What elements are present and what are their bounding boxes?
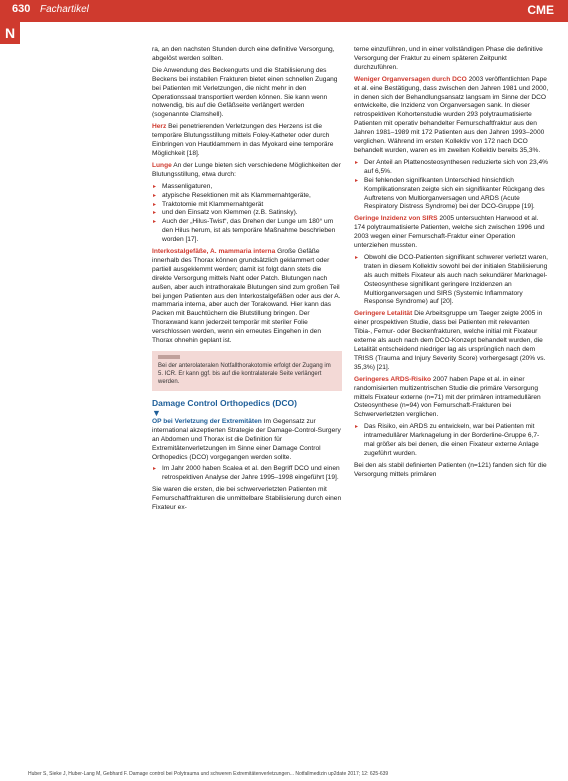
section-heading-dco: Damage Control Orthopedics (DCO)	[152, 398, 297, 408]
page-footer: Huber S, Sieke J, Huber-Lang M, Gebhard F. Damage control bei Polytrauma und schweren Extremitätenverletzungen... Notfallmedizin up2date 2017; 12: 625-639	[28, 771, 389, 777]
list-item: ▸ atypische Resektionen mit als Klammernahtgeräte,	[162, 192, 342, 201]
paragraph-ards	[354, 376, 549, 421]
paragraph-lunge	[152, 162, 342, 180]
paragraph: terne einzuführen, und in einer vollständigen Phase die definitive Versorgung der Fraktur zu einem späteren Zeitpunkt durchzuführen.	[354, 46, 543, 71]
list-item: ▸ Massenligaturen,	[162, 183, 342, 192]
cme-badge: CME	[527, 3, 554, 17]
heading-extr: OP bei Verletzung der Extremitäten	[152, 417, 262, 425]
text-ards: 2007 haben Pape et al. in einer randomisierten multizentrischen Studie die primäre Versorgung mittels Fixateur externe (n=71) mit der primären intramedullären Osteosynthese (n=94) von Femurschaft-Frakturen bei Schwerverletzten verglichen.	[354, 375, 541, 419]
list-item: ▸ Obwohl die DCO-Patienten signifikant schwerer verletzt waren, traten in diesem Kollektiv sowohl bei der initialen Stabilisierung als auch mittels Fixateur als auch nach sekundärer Marknagel-Osteosynthese signifikant geringere Inzidenzen an Multiorganversagen und SIRS (Systemic Inflammatory Response Syndrome) auf [20].	[364, 254, 549, 307]
heading-weniger: Weniger Organversagen durch DCO	[354, 75, 467, 83]
list-item: ▸ Bei fehlenden signifikanten Unterschied hinsichtlich Komplikationsraten zeigte sich ein signifikanter Rückgang des Auftretens von Multiorganversagen und ARDS (Acute Respiratory Distress Syndrome) bei der DCO-Gruppe [19].	[364, 177, 549, 213]
text-inter: Große Gefäße innerhalb des Thorax können grundsätzlich geklammert oder partiell ausgeklemmt werden; damit ist folgt dann stets die direkte Versorgung mittels Naht oder Patch. Blutungen nach außen, aber auch intrathorakale Blutungen sind zum großen Teil bei jungen Patienten aus den Interkostalgefäßen oder aus der A. mammaria interna, aber auch der Torakowand. Hier kann das Packen mit Bauchtüchern die Blutstillung bringen. Der Thoraxwand kann jederzeit temporär mit steriler Folie verschlossen werden, wenn ein erneutes Eingehen in den Thorax ohnehin geplant ist.	[152, 248, 341, 345]
note-text: Bei der anterolateralen Notfallthorakotomie erfolgt der Zugang im 5. ICR. Er kann ggf. bis auf die kontralaterale Seite verlängert werden.	[158, 363, 331, 385]
chapter-tab: N	[0, 22, 20, 44]
text-letal: Die Arbeitsgruppe um Taeger zeigte 2005 in einer prospektiven Studie, dass bei Patienten mit relevanten Tibia-, Femur- oder Beckenfrakturen, welche initial mit Fixateur externe als auch nach dem DCO-Konzept behandelt wurden, die Letalität entscheidend niedriger lag als ursprünglich nach dem TRISS (Trauma and Injury Severity Score) vorhergesagt (20% vs. 35,3%) [21].	[354, 310, 546, 371]
list-item: ▸ Das Risiko, ein ARDS zu entwickeln, war bei Patienten mit intramedullärer Marknagelung in der Borderline-Gruppe 6,7-mal größer als bei denen, die einen Fixateur externe Anlage zugeführt wurden.	[364, 423, 549, 459]
page-header	[0, 0, 568, 22]
section-title: Fachartikel	[40, 4, 89, 15]
list-item: ▸ Der Anteil an Plattenosteosynthesen reduzierte sich von 23,4% auf 6,5%.	[364, 159, 549, 177]
paragraph: Sie waren die ersten, die bei schwerverletzten Patienten mit Femurschaftfrakturen die unmittelbare Stabilisierung durch einen Fixateur ex-	[152, 486, 342, 512]
heading-ards: Geringeres ARDS-Risiko	[354, 375, 432, 383]
text-herz: Bei penetrierenden Verletzungen des Herzens ist die temporäre Blutungsstillung mittels Foley-Katheter oder durch Einbringen von Hautklammern in das Myokard eine temporäre Möglichkeit [18].	[152, 123, 334, 157]
paragraph-herz	[152, 123, 342, 159]
paragraph-letal	[354, 310, 549, 372]
text-geringe: 2005 untersuchten Harwood et al. 174 polytraumatisierte Patienten, welche sich zwischen 1996 und 2003 wegen einer Femurschaft-Fraktur einer Operation unterziehen mussten.	[354, 215, 545, 250]
left-column	[152, 46, 342, 516]
text-extr: Im Gegensatz zur international akzeptierten Strategie der Damage-Control-Surgery an Abdomen und Thorax ist die Definition für Extremitätenverletzungen im Sinne einer Damage Control Orthopedics (DCO) vorgegangen werden sollte.	[152, 417, 341, 461]
list-item: ▸ Traktotomie mit Klammernahtgerät	[162, 201, 342, 210]
note-box	[152, 351, 342, 391]
list-item: ▸ Auch der „Hilus-Twist“, das Drehen der Lunge um 180° um den Hilus herum, ist als temporäre Maßnahme beschrieben worden [17].	[162, 218, 342, 245]
paragraph: Bei den als stabil definierten Patienten (n=121) fanden sich für die Versorgung mittels primären	[354, 461, 547, 478]
list-item: ▸ Im Jahr 2000 haben Scalea et al. den Begriff DCO und einen retrospektiven Analyse der Jahre 1995–1998 eingeführt [19].	[162, 465, 342, 483]
heading-letal: Geringere Letalität	[354, 310, 413, 318]
heading-herz: Herz	[152, 123, 167, 131]
heading-geringe: Geringe Inzidenz von SIRS	[354, 215, 438, 223]
paragraph-weniger	[354, 76, 549, 156]
arrow-down-icon: ▼	[152, 407, 161, 418]
lunge-list	[152, 183, 342, 245]
right-column	[354, 46, 549, 483]
text-lunge: An der Lunge bieten sich verschiedene Möglichkeiten der Blutungsstillung, etwa durch:	[152, 161, 341, 178]
paragraph: Die Anwendung des Beckengurts und die Stabilisierung des Beckens bei instabilen Frakturen bietet einen schnellen Zugang bei Patienten mit Verletzungen, die nicht mehr in den Operationssaal transportiert werden können. Sie kann wenn notwendig, bis auf die Gefäßseite verlängert werden (sogenannte Clamshell).	[152, 66, 338, 119]
extr-list	[152, 465, 342, 483]
list-item: ▸ und den Einsatz von Klemmen (z.B. Satinsky).	[162, 209, 342, 218]
note-marker	[158, 355, 180, 359]
paragraph-inter	[152, 248, 342, 346]
ards-list	[354, 423, 549, 459]
paragraph: ra, an den nachsten Stunden durch eine definitive Versorgung, abgelöst werden sollten.	[152, 46, 335, 62]
heading-lunge: Lunge	[152, 161, 172, 169]
paragraph-geringe	[354, 215, 549, 251]
weniger-list	[354, 159, 549, 212]
heading-inter: Interkostalgefäße, A. mammaria interna	[152, 248, 276, 256]
page-number: 630	[12, 3, 31, 15]
text-weniger: 2003 veröffentlichten Pape et al. eine Bestätigung, dass zwischen den Jahren 1981 und 2000, in denen sich der Behandlungsansatz langsam im Sinne der DCO entwickelte, die Inzidenz von Organversagen sank. In dieser retrospektiven Kohortenstudie wurden 293 polytraumatisierte Patienten mit operativ behandelter Femurschaftfraktur aus den Jahren 1981–1989 mit 172 Patienten aus den Jahren 1993–2000 verglichen. Während im ersten Kollektiv von 172 nach DCO behandelt wurden, waren es im zweiten Kollektiv bereits 35,3%.	[354, 75, 549, 154]
geringe-list	[354, 254, 549, 307]
paragraph-extr	[152, 418, 342, 463]
